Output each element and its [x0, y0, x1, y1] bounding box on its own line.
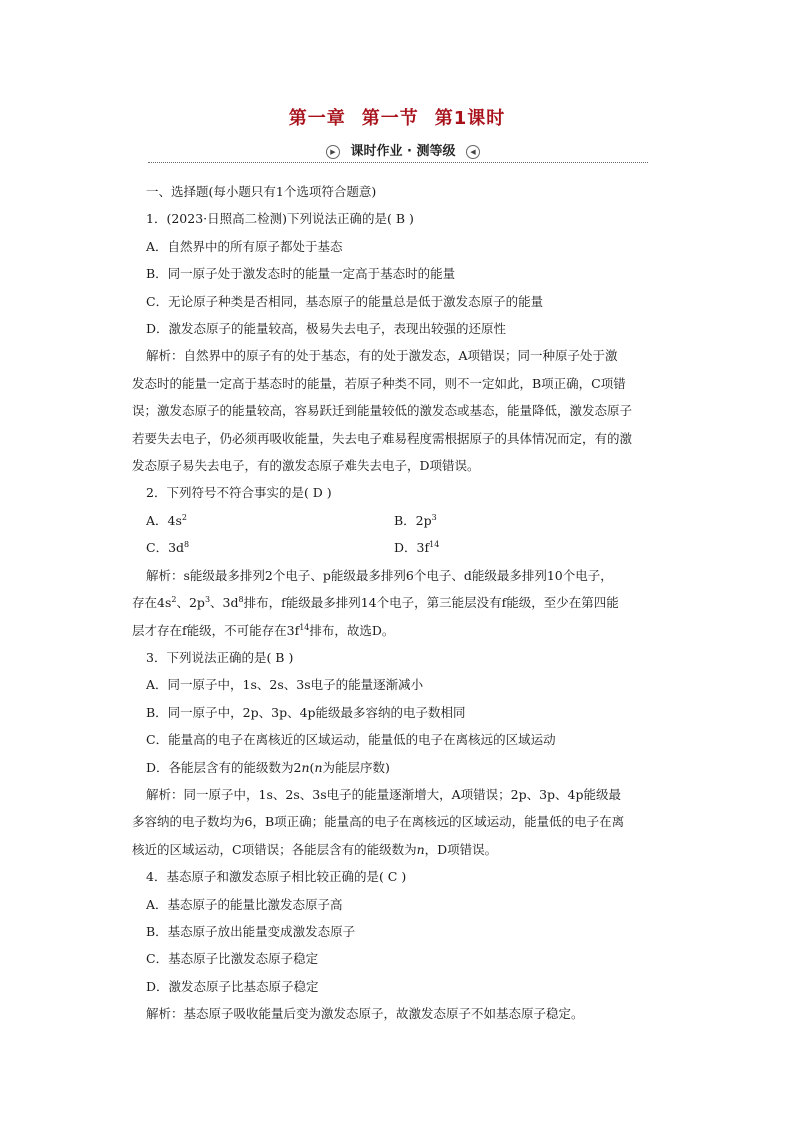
- question-4-analysis-line: 解析：基态原子吸收能量后变为激发态原子，故激发态原子不如基态原子稳定。: [146, 1006, 584, 1022]
- page-title: [0, 104, 794, 130]
- left-arrow-icon: ◀: [466, 145, 480, 159]
- question-2-analysis-line: 解析：s能级最多排列2个电子、p能级最多排列6个电子、d能级最多排列10个电子，: [146, 567, 613, 583]
- question-1-option-c: C．无论原子种类是否相同，基态原子的能量总是低于激发态原子的能量: [146, 293, 544, 309]
- question-3-analysis-line: 解析：同一原子中，1s、2s、3s电子的能量逐渐增大，A项错误；2p、3p、4p能级最: [146, 786, 621, 802]
- question-3-analysis-line: 多容纳的电子数均为6，B项正确；能量高的电子在离核远的区域运动，能量低的电子在离: [132, 814, 625, 830]
- section-heading: 一、选择题(每小题只有1个选项符合题意): [146, 184, 377, 199]
- question-3-option-c: C．能量高的电子在离核近的区域运动，能量低的电子在离核远的区域运动: [146, 732, 556, 748]
- question-1-analysis-line: 发态原子易失去电子，有的激发态原子难失去电子，D项错误。: [132, 458, 480, 474]
- question-3-option-d: D．各能层含有的能级数为2n(n为能层序数): [146, 759, 390, 775]
- title-lesson: 第1课时: [434, 108, 506, 129]
- question-3-analysis-line: 核近的区域运动，C项错误；各能层含有的能级数为n，D项错误。: [132, 841, 498, 857]
- question-4-option-c: C．基态原子比激发态原子稳定: [146, 951, 319, 967]
- question-1-option-b: B．同一原子处于激发态时的能量一定高于基态时的能量: [146, 266, 456, 282]
- right-arrow-icon: ▶: [326, 145, 340, 159]
- question-2-analysis-line: 层才存在f能级，不可能存在$3f^{14}$排布，故选D。: [132, 622, 395, 638]
- question-4-option-b: B．基态原子放出能量变成激发态原子: [146, 923, 356, 939]
- question-2-option-c: C．$3d^8$: [146, 540, 190, 556]
- question-1-stem: 1．(2023·日照高二检测)下列说法正确的是( B ): [146, 211, 414, 227]
- question-3-option-a: A．同一原子中，1s、2s、3s电子的能量逐渐减小: [146, 677, 424, 693]
- question-4-option-d: D．激发态原子比基态原子稳定: [146, 978, 319, 994]
- exercise-content: [132, 178, 660, 1028]
- question-1-analysis-line: 发态时的能量一定高于基态时的能量，若原子种类不同，则不一定如此，B项正确，C项错: [132, 375, 626, 391]
- question-1-option-d: D．激发态原子的能量较高，极易失去电子，表现出较强的还原性: [146, 321, 507, 337]
- banner-label: [318, 142, 488, 162]
- banner-text: 课时作业 · 测等级: [350, 144, 456, 159]
- question-3-stem: 3．下列说法正确的是( B ): [146, 649, 294, 665]
- question-2-option-b: B．$2p^3$: [394, 512, 437, 528]
- question-1-analysis-line: 解析：自然界中的原子有的处于基态，有的处于激发态，A项错误；同一种原子处于激: [146, 348, 618, 364]
- question-2-option-a: A．$4s^2$: [146, 512, 187, 528]
- question-2-options-row: [146, 534, 660, 561]
- title-chapter: 第一章: [288, 108, 346, 129]
- question-2-options-row: [146, 507, 660, 534]
- question-3-option-b: B．同一原子中，2p、3p、4p能级最多容纳的电子数相同: [146, 704, 466, 720]
- question-2-option-d: D．$3f^{14}$: [394, 540, 440, 556]
- question-4-stem: 4．基态原子和激发态原子相比较正确的是( C ): [146, 869, 407, 885]
- question-2-stem: 2．下列符号不符合事实的是( D ): [146, 485, 332, 501]
- dotted-divider: [148, 162, 648, 163]
- question-1-analysis-line: 若要失去电子，仍必须再吸收能量，失去电子难易程度需根据原子的具体情况而定，有的激: [132, 430, 633, 446]
- question-1-option-a: A．自然界中的所有原子都处于基态: [146, 238, 343, 254]
- question-2-analysis-line: 存在$4s^2$、$2p^3$、$3d^8$排布，f能级最多排列14个电子，第三能层没有f能级，至少在第四能: [132, 595, 619, 611]
- question-1-analysis-line: 误；激发态原子的能量较高，容易跃迁到能量较低的激发态或基态，能量降低，激发态原子: [132, 403, 633, 419]
- homework-banner: [148, 140, 648, 166]
- question-4-option-a: A．基态原子的能量比激发态原子高: [146, 896, 343, 912]
- title-section: 第一节: [361, 108, 419, 129]
